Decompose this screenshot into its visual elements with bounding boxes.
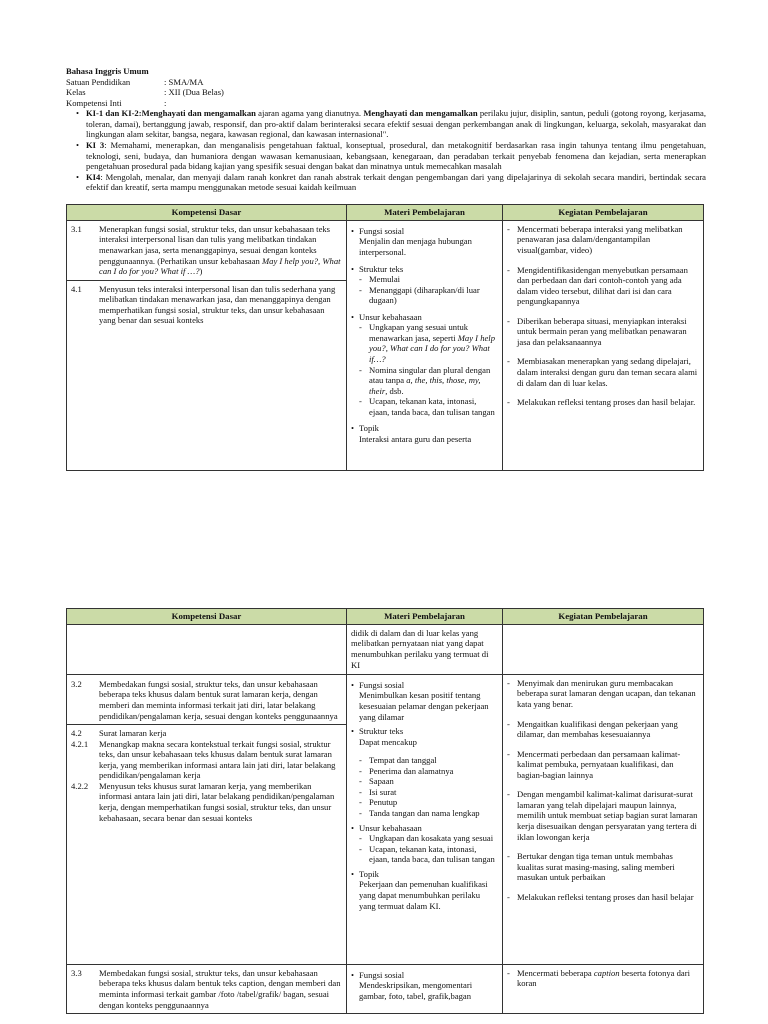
kd-cell (67, 674, 347, 964)
kd-3-1: 3.1 Menerapkan fungsi sosial, struktur teks, dan unsur kebahasaan teks interaksi interpersonal lisan dan tulis yang melibatkan tindakan menawarkan jasa, serta menanggapinya, sesuai dengan konteks penggunaannya. (Perhatikan unsur kebahasaan May I help you?, What can I do for you? What if …?) (71, 223, 341, 277)
kd-cell (67, 220, 347, 470)
list-item: - Menyimak dan menirukan guru membacakan beberapa surat lamaran dengan ucapan, dan tekanan kata yang benar. (507, 677, 696, 709)
ki-item-4: • KI4: Mengolah, menalar, dan menyaji dalam ranah konkret dan ranah abstrak terkait dengan pengembangan dari yang dipelajarinya di sekolah secara mandiri, bertindak secara efektif dan kreatif, serta mampu menggunakan metode sesuai kaidah keilmuan (76, 171, 706, 193)
field-kompetensi-inti: Kompetensi Inti : (66, 97, 167, 108)
col-materi: Materi Pembelajaran (347, 205, 503, 221)
list-item: - Melakukan refleksi tentang proses dan hasil belajar. (507, 397, 696, 408)
col-kegiatan: Kegiatan Pembelajaran (503, 609, 704, 625)
document-header (66, 66, 706, 193)
table-row (67, 674, 704, 964)
table-row (67, 964, 704, 1013)
col-kompetensi-dasar: Kompetensi Dasar (67, 609, 347, 625)
materi-cell: • Fungsi sosial Menimbulkan kesan positif tentang kesesuaian pelamar dengan pekerjaan yang dilamar • Struktur teks Dapat mencakup - Tempat dan tanggal - Penerima dan alamatnya - Sapaan - Isi surat - Penutup - Tanda tangan dan nama lengkap • Unsur kebahasaan - Ungkapan dan kosakata yang sesuai - Ucapan, tekanan kata, intonasi, ejaan, tanda baca, dan tulisan tangan • Topik Pekerjaan dan pemenuhan kualifikasi yang dapat menumbuhkan perilaku yang termuat dalam KI. (347, 674, 503, 964)
list-item: - Membiasakan menerapkan yang sedang dipelajari, dalam interaksi dengan guru dan teman secara alami di dalam dan di luar kelas. (507, 356, 698, 388)
kd-4-2: 4.2 Surat lamaran kerja 4.2.1 Menangkap makna secara kontekstual terkait fungsi sosial, struktur teks, dan unsur kebahasaan teks khusus dalam bentuk surat lamaran kerja, yang memberikan informasi antara lain jati diri, latar belakang pendidikan/pengalaman kerja 4.2.2 Menyusun teks khusus surat lamaran kerja, yang memberikan informasi antara lain jati diri, latar belakang pendidikan/pengalaman kerja, dengan memperhatikan fungsi sosial, struktur teks, dan unsur kebahasaan, secara benar dan sesuai konteks (67, 724, 346, 826)
col-materi: Materi Pembelajaran (347, 609, 503, 625)
list-item: - Mencermati beberapa caption beserta fotonya dari koran (507, 967, 691, 989)
col-kompetensi-dasar: Kompetensi Dasar (67, 205, 347, 221)
list-item: - Diberikan beberapa situasi, menyiapkan interaksi untuk bermain peran yang melibatkan penawaran jasa dan pelaksanaannya (507, 315, 687, 347)
subject-title: Bahasa Inggris Umum (66, 66, 149, 76)
table-header-row (67, 205, 704, 221)
syllabus-table-1 (66, 204, 704, 471)
list-item: - Mencermati perbedaan dan persamaan kalimat-kalimat pembuka, pernyataan kualifikasi, dan bagian-bagian lainnya (507, 748, 681, 780)
field-kelas: Kelas : XII (Dua Belas) (66, 87, 224, 98)
field-satuan: Satuan Pendidikan : SMA/MA (66, 76, 204, 87)
kegiatan-cell (503, 674, 704, 964)
col-kegiatan: Kegiatan Pembelajaran (503, 205, 704, 221)
materi-cell: • Fungsi sosial Mendeskripsikan, mengomentari gambar, foto, tabel, grafik,bagan (347, 964, 503, 1013)
kd-3-3: 3.3 Membedakan fungsi sosial, struktur teks, dan unsur kebahasaan beberapa teks khusus dalam bentuk teks caption, dengan memberi dan meminta informasi terkait gambar /foto /tabel/grafik/ bagan, sesuai dengan konteks penggunaannya (71, 967, 341, 1010)
ki-item-1: • KI-1 dan KI-2:Menghayati dan mengamalkan ajaran agama yang dianutnya. Menghayati dan mengamalkan perilaku jujur, disiplin, santun, peduli (gotong royong, kerjasama, toleran, damai), bertanggung jawab, responsif, dan pro-aktif dalam berinteraksi secara efektif sesuai dengan perkembangan anak di lingkungan, keluarga, sekolah, masyarakat dan lingkungan alam sekitar, bangsa, negara, kawasan regional, dan kawasan internasional". (76, 108, 707, 140)
list-item: - Mengaitkan kualifikasi dengan pekerjaan yang dilamar, dan membahas kesesuaiannya (507, 718, 678, 740)
kd-3-2: 3.2 Membedakan fungsi sosial, struktur teks, dan unsur kebahasaan beberapa teks khusus dalam bentuk surat lamaran kerja, dengan memberi dan meminta informasi terkait jati diri, latar belakang pendidikan/pengalaman kerja, sesuai dengan konteks penggunaannya (71, 678, 338, 721)
kd-cell (67, 964, 347, 1013)
list-item: - Dengan mengambil kalimat-kalimat darisurat-surat lamaran yang telah dipelajari maupun lainnya, memilih untuk membuat setiap bagian surat lamaran kerja disesuaikan dengan persyaratan yang tertera di iklan lowongan kerja (507, 789, 698, 842)
list-item: - Bertukar dengan tiga teman untuk membahas kualitas surat masing-masing, saling memberi masukan untuk perbaikan (507, 851, 675, 883)
table-row (67, 220, 704, 470)
list-item: - Melakukan refleksi tentang proses dan hasil belajar (507, 891, 694, 902)
list-item: - Mencermati beberapa interaksi yang melibatkan penawaran jasa dalam/dengantampilan visual(gambar, video) (507, 223, 683, 255)
ki-item-3: • KI 3: Memahami, menerapkan, dan menganalisis pengetahuan faktual, konseptual, prosedural, dan metakognitif berdasarkan rasa ingin tahunya tentang ilmu pengetahuan, teknologi, seni, budaya, dan humaniora dengan wawasan kemanusiaan, kebangsaan, kenegaraan, dan peradaban terkait penyebab fenomena dan kejadian, serta menerapkan pengetahuan prosedural pada bidang kajian yang spesifik sesuai dengan bakat dan minatnya untuk memecahkan masalah (76, 139, 706, 172)
syllabus-table-2 (66, 608, 704, 1014)
table-row-continued: didik di dalam dan di luar kelas yang melibatkan pernyataan niat yang dapat menumbuhkan perilaku yang termuat di KI (67, 624, 704, 674)
materi-cell: • Fungsi sosial Menjalin dan menjaga hubungan interpersonal. • Struktur teks - Memulai - Menanggapi (diharapkan/di luar dugaan) • Unsur kebahasaan - Ungkapan yang sesuai untuk menawarkan jasa, seperti May I help you?, What can I do for you? What if…? - Nomina singular dan plural dengan atau tanpa a, the, this, those, my, their, dsb. - Ucapan, tekanan kata, intonasi, ejaan, tanda baca, dan tulisan tangan • Topik Interaksi antara guru dan peserta (347, 220, 503, 470)
kegiatan-cell (503, 964, 704, 1013)
kd-4-1: 4.1 Menyusun teks interaksi interpersonal lisan dan tulis sederhana yang melibatkan tindakan menawarkan jasa, dan menanggapinya dengan memperhatikan fungsi sosial, struktur teks, dan unsur kebahasaan yang benar dan sesuai konteks (67, 280, 346, 329)
list-item: - Mengidentifikasidengan menyebutkan persamaan dan perbedaan dan dari contoh-contoh yang ada dalam video tersebut, dilihat dari isi dan cara pengungkapannya (507, 264, 688, 307)
kegiatan-cell (503, 220, 704, 470)
table-header-row (67, 609, 704, 625)
